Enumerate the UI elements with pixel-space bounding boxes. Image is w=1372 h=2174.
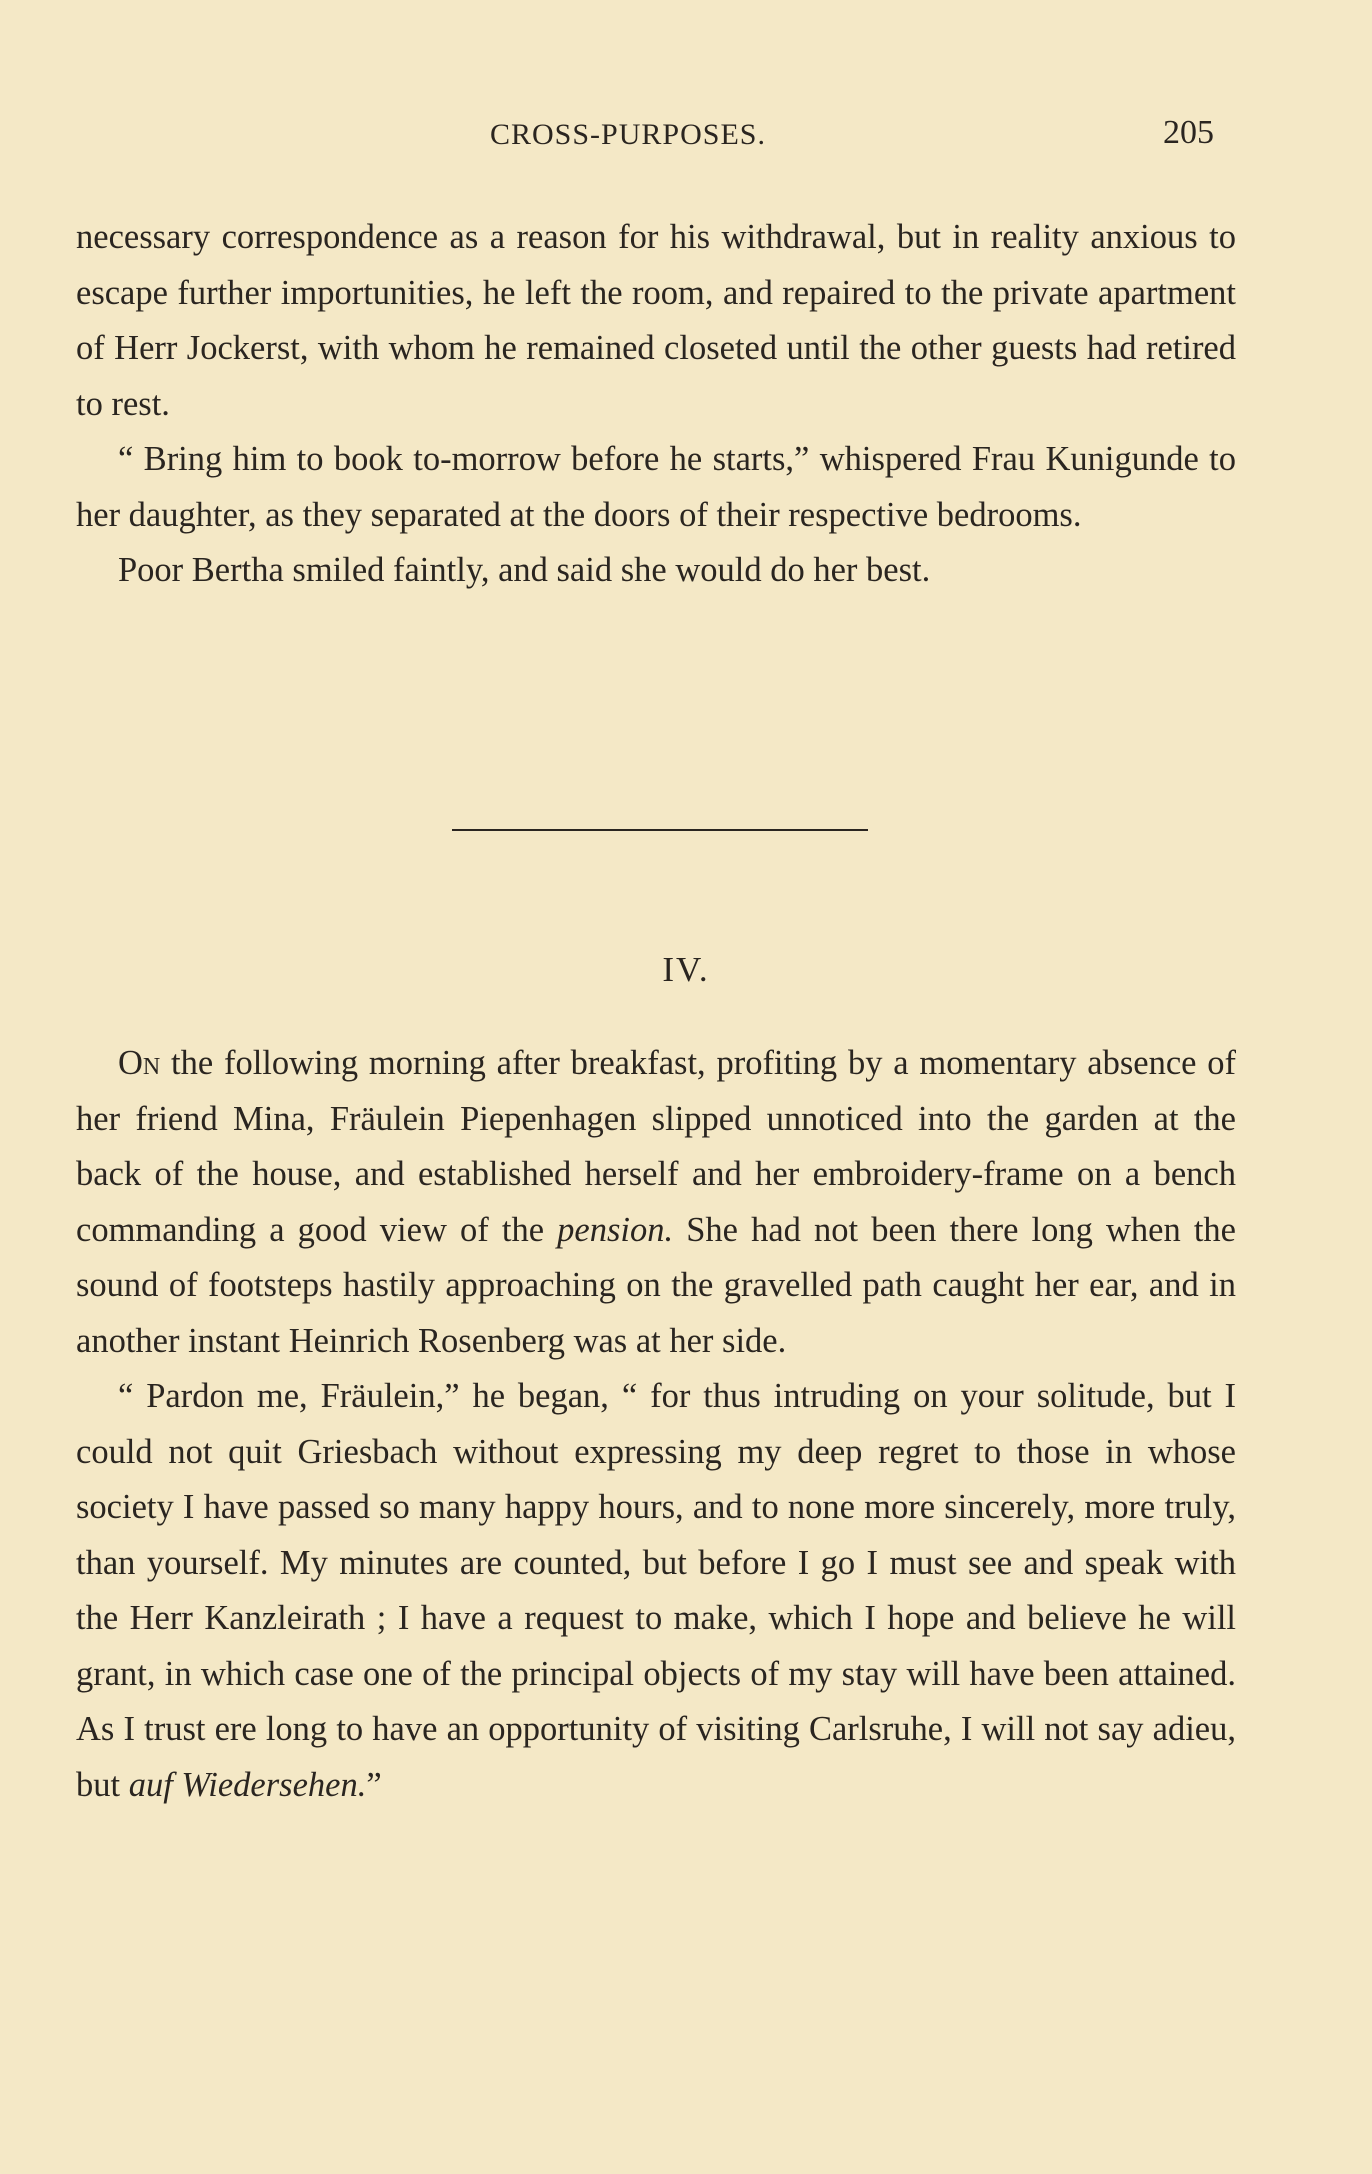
running-title: CROSS-PURPOSES. <box>490 118 766 151</box>
italic-word: pension. <box>557 1210 674 1249</box>
page-number: 205 <box>1163 114 1214 151</box>
running-head <box>0 114 1372 162</box>
paragraph-text: “ Pardon me, Fräulein,” he began, “ for thus intruding on your solitude, but I could not quit Griesbach without expressing my deep regret to those in whose society I have passed so many happy hours, and to none more sincerely, more truly, than yourself. My minutes are counted, but before I go I must see and speak with the Herr Kanzleirath ; I have a request to make, which I hope and believe he will grant, in which case one of the principal objects of my stay will have been attained. As I trust ere long to have an opportunity of visiting Carlsruhe, I will not say adieu, but <box>76 1377 1236 1804</box>
section-divider <box>452 829 868 831</box>
paragraph: necessary correspondence as a reason for his withdrawal, but in reality anxious to escape further importunities, he left the room, and repaired to the private apartment of Herr Jockerst, with whom he remained closeted until the other guests had retired to rest. <box>76 218 1236 423</box>
chapter-number: IV. <box>662 950 710 989</box>
paragraph: Poor Bertha smiled faintly, and said she would do her best. <box>118 551 931 589</box>
opening-word: On <box>118 1044 161 1082</box>
paragraph: “ Bring him to book to-morrow before he starts,” whispered Frau Kunigunde to her daughter, as they separated at the doors of their respective bedrooms. <box>76 440 1236 534</box>
paragraph <box>76 1369 1236 1813</box>
italic-phrase: auf Wiedersehen. <box>128 1765 367 1804</box>
paragraph-text: She had not been there long when the sound of footsteps hastily approaching on the gravelled path caught her ear, and in another instant Heinrich Rosenberg was at her side. <box>76 1210 1236 1360</box>
closing-quote: ” <box>366 1765 382 1804</box>
paragraph <box>76 1036 1236 1369</box>
section-1-text <box>76 210 1236 599</box>
section-2-text <box>76 1036 1236 1813</box>
paragraph-text: the following morning after breakfast, profiting by a momentary absence of her friend Mina, Fräulein Piepenhagen slipped unnoticed into the garden at the back of the house, and established herself and her embroidery-frame on a bench commanding a good view of the <box>76 1044 1236 1249</box>
